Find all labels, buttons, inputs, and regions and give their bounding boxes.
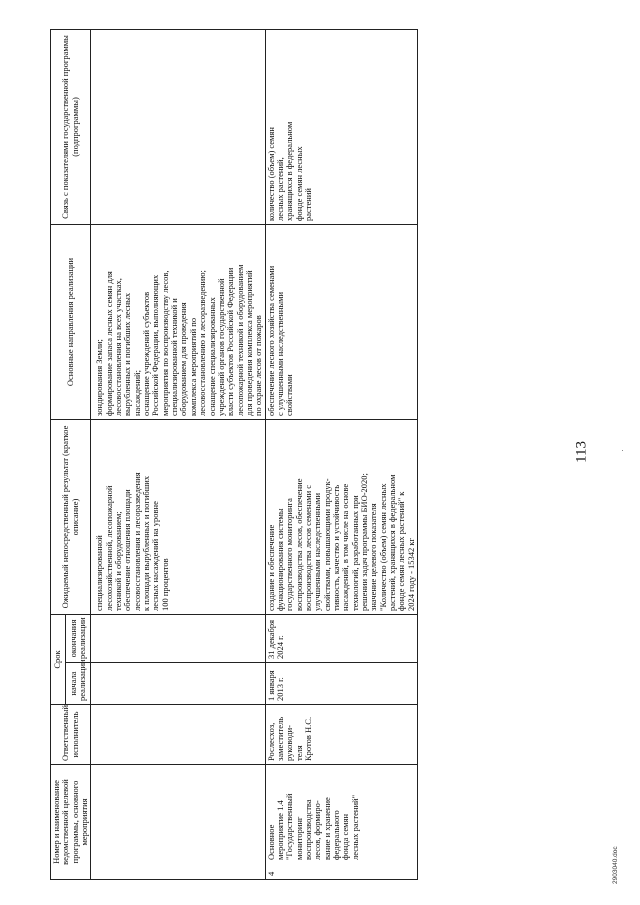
header-term-start: начала реализации — [65, 663, 91, 705]
text-line: власти субъектов Российской Федерации — [225, 267, 236, 416]
text-line: воспроизводства — [302, 799, 313, 860]
text-line: растений — [302, 188, 313, 221]
cell-expected-result — [91, 420, 265, 615]
text-line: Российской Федерации, выполняющих — [150, 274, 161, 416]
text-line: 2013 г. — [274, 677, 285, 701]
header-term: Срок — [51, 615, 66, 705]
text-line: свойствами, повышающими продук- — [321, 478, 332, 611]
text-line: лесовосстановлению и лесоразведению; — [197, 270, 208, 416]
text-line: оснащение специализированных — [206, 297, 217, 416]
text-line: лесовосстановления на всех участках, — [113, 278, 124, 416]
header-executor: Ответственный исполнитель — [51, 705, 91, 765]
text-line: федерального — [330, 810, 341, 860]
text-line: государственного мониторинга — [284, 498, 295, 611]
text-line: специализированной — [94, 535, 105, 611]
text-line: Кротов Н.С. — [302, 716, 313, 761]
text-line: улучшенными наследственными — [312, 492, 323, 611]
cell-empty — [91, 663, 265, 705]
cell-directions — [91, 225, 265, 420]
header-row-1 — [51, 30, 66, 880]
text-line: лесов, формиро- — [312, 800, 323, 860]
text-line: фонде семян лесных растений" к — [396, 491, 407, 611]
text-line: с улучшенными наследственными — [274, 291, 285, 416]
table-row-continuation — [91, 30, 265, 880]
text-line: обеспечение отношения площади — [122, 489, 133, 611]
text-line: для проведения комплекса мероприятий — [243, 270, 254, 416]
text-line: теля — [293, 745, 304, 761]
header-directions: Основные направления реализации — [51, 225, 91, 420]
text-line: решении задач программы БИО-2020; — [359, 473, 369, 611]
text-line: тивность, качество и устойчивость — [330, 484, 341, 611]
text-line: Основное — [265, 824, 276, 860]
text-line: 1 января — [265, 670, 276, 701]
text-line: хранящихся в федеральном — [284, 121, 295, 221]
text-line: специализированной техникой и — [169, 298, 180, 416]
cell-empty — [91, 765, 265, 880]
cell-expected-result — [265, 420, 418, 615]
cell-executor — [265, 705, 418, 765]
text-line: по охране лесов от пожаров — [253, 315, 264, 416]
text-line: 100 процентов — [159, 558, 170, 611]
text-line: лесных растений, — [274, 157, 285, 221]
text-line: обеспечение лесного хозяйства семенами — [265, 265, 276, 416]
cell-empty — [91, 30, 265, 225]
text-line: воспроизводства лесов, обеспечение — [293, 478, 304, 611]
text-line: количество (объем) семян — [265, 127, 276, 221]
text-line: 2024 году - 15342 кг — [405, 537, 416, 611]
cell-directions — [265, 225, 418, 420]
text-line: насаждений; — [131, 370, 142, 416]
text-line: свойствами — [284, 374, 295, 416]
text-line: лесных растений" — [349, 794, 360, 860]
text-line: растений, хранящихся в федеральном — [387, 474, 398, 611]
program-table — [50, 29, 418, 880]
text-line: мероприятия по воспроизводству лесов, — [159, 270, 170, 416]
text-line: 2024 г. — [274, 635, 285, 659]
cell-start — [265, 663, 418, 705]
footer-filename: 2903040.doc — [612, 846, 619, 884]
text-line: 31 декабря — [265, 620, 276, 659]
text-line: учреждений органов государственной — [215, 278, 226, 416]
text-line: мониторинг — [293, 816, 304, 860]
text-line: значение целевого показателя — [368, 503, 379, 611]
header-number-name: Номер и наименование ведомственной целевой программы, основного мероприятия — [51, 765, 91, 880]
cell-number-name — [265, 765, 418, 880]
cell-empty — [91, 615, 265, 663]
text-line: вание и хранение — [321, 797, 332, 860]
text-line: создание и обеспечение — [265, 524, 276, 611]
text-line: оборудованием для проведения — [178, 302, 189, 416]
cell-link — [265, 30, 418, 225]
row-name — [267, 794, 360, 860]
text-line: техникой и оборудованием; — [113, 511, 124, 611]
header-term-end: окончания реализации — [65, 615, 91, 663]
text-line: руководи- — [284, 724, 295, 761]
text-line: лесопожарной техникой и оборудованием — [234, 264, 245, 416]
text-line: "Государственный — [284, 793, 295, 860]
text-line: лесовосстановления и лесоразведения — [131, 472, 142, 611]
text-line: зондирования Земли; — [94, 339, 105, 416]
header-link: Связь с показателями государственной программы (подпрограммы) — [51, 30, 91, 225]
page-number: 113 — [573, 441, 590, 463]
rotated-table-wrapper — [50, 30, 610, 880]
text-line: лесохозяйственной, лесопожарной — [103, 485, 114, 611]
text-line: формирование запаса лесных семян для — [103, 271, 114, 416]
text-line: комплекса мероприятий по — [187, 317, 198, 416]
text-line: воспроизводства лесов семенами с — [302, 484, 313, 611]
text-line: заместитель — [274, 716, 285, 761]
text-line: мероприятие 1.4 — [274, 800, 285, 860]
text-line: оснащение учреждений субъектов — [141, 291, 152, 416]
text-line: Рослесхоз, — [265, 722, 276, 761]
text-line: вырубленных и погибших лесных — [122, 292, 133, 416]
text-line: фонда семян — [340, 813, 351, 860]
table-row — [265, 30, 418, 880]
text-line: "Количество (объем) семян лесных — [377, 483, 388, 611]
text-line: фонде семян лесных — [293, 146, 304, 221]
row-number: 4 — [265, 871, 276, 876]
cell-empty — [91, 705, 265, 765]
header-expected-result: Ожидаемый непосредственный результат (краткое описание) — [51, 420, 91, 615]
text-line: лесных насаждений на уровне — [150, 501, 161, 611]
scan-speck — [622, 450, 623, 451]
text-line: к площади вырубленных и погибших — [141, 475, 152, 611]
text-line: функционирования системы — [274, 508, 285, 611]
text-line: насаждений, в том числе на основе — [340, 483, 351, 611]
text-line: технологий, разработанных при — [349, 495, 360, 611]
cell-end — [265, 615, 418, 663]
